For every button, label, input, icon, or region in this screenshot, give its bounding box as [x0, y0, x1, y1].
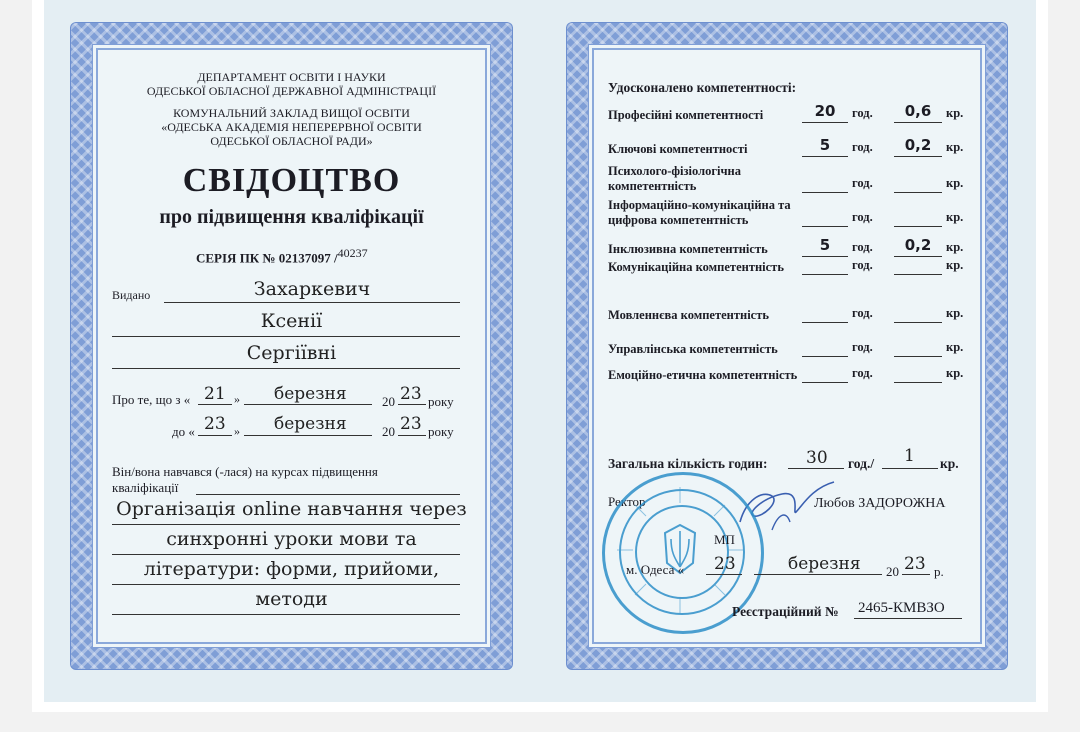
hours-line — [802, 192, 848, 193]
from-year-suffix: року — [428, 394, 454, 409]
from-month: березня — [274, 384, 347, 404]
institution-line-3: ОДЕСЬКОЇ ОБЛАСНОЇ РАДИ» — [210, 134, 373, 148]
date-year-line — [902, 574, 930, 575]
rector-label: Ректор — [608, 494, 646, 509]
credits-unit: кр. — [946, 366, 964, 380]
studied-line-2: кваліфікації — [112, 480, 179, 495]
course-title-line-3: літератури: форми, прийоми, — [143, 558, 440, 580]
competency-label: Мовленнєва компетентність — [608, 308, 769, 322]
rector-name: Любов ЗАДОРОЖНА — [814, 496, 946, 511]
credits-line — [894, 256, 942, 257]
credits-unit: кр. — [946, 210, 964, 224]
series-number — [196, 246, 368, 266]
credits-line — [894, 226, 942, 227]
department-line-1: ДЕПАРТАМЕНТ ОСВІТИ І НАУКИ — [197, 70, 386, 84]
date-month: березня — [788, 554, 861, 574]
course-rule-4 — [112, 614, 460, 615]
date-year: 23 — [904, 554, 926, 574]
surname-line — [164, 302, 460, 303]
competency-hours: 5 — [819, 136, 831, 154]
certificate-document — [44, 0, 1036, 702]
series-label: СЕРІЯ ПК № 02137097 / — [196, 250, 338, 266]
hours-line — [802, 256, 848, 257]
to-year-prefix: 20 — [382, 424, 395, 439]
total-hours-label: Загальна кількість годин: — [608, 456, 768, 471]
date-year-prefix: 20 — [886, 564, 899, 579]
patronymic-line — [112, 368, 460, 369]
series-suffix: 40237 — [337, 246, 368, 260]
competency-hours: 20 — [814, 102, 836, 120]
credits-unit: кр. — [946, 306, 964, 320]
competency-credits: 0,6 — [904, 102, 932, 120]
credits-line — [894, 192, 942, 193]
from-year: 23 — [400, 384, 422, 404]
credits-unit: кр. — [946, 176, 964, 190]
institution-line-2: «ОДЕСЬКА АКАДЕМІЯ НЕПЕРЕРВНОЇ ОСВІТИ — [161, 120, 422, 134]
hours-line — [802, 382, 848, 383]
certificate-subtitle: про підвищення кваліфікації — [159, 206, 424, 228]
competency-label: Професійні компетентності — [608, 108, 764, 122]
credits-unit: кр. — [946, 340, 964, 354]
credits-unit: кр. — [946, 240, 964, 254]
from-year-line — [398, 404, 426, 405]
course-title-line-4: методи — [255, 588, 328, 610]
certificate-left-page — [70, 22, 513, 670]
to-quote-close: » — [234, 424, 240, 438]
certificate-title: СВІДОЦТВО — [182, 162, 401, 199]
competency-label: Ключові компетентності — [608, 142, 748, 156]
name-line — [112, 336, 460, 337]
date-month-line — [754, 574, 882, 575]
total-credits-unit: кр. — [940, 456, 959, 471]
to-day-line — [198, 435, 232, 436]
hours-unit: год. — [852, 176, 873, 190]
hours-unit: год. — [852, 140, 873, 154]
competency-credits: 0,2 — [904, 136, 932, 154]
hours-unit: год. — [852, 240, 873, 254]
hours-unit: год. — [852, 340, 873, 354]
competency-label: Емоційно-етична компетентність — [608, 368, 798, 382]
mp-label: МП — [714, 532, 735, 547]
total-hours-line — [788, 468, 844, 469]
competency-label: Психолого-фізіологічна компетентність — [608, 164, 741, 193]
certificate-right-page — [566, 22, 1008, 670]
date-day-line — [706, 574, 742, 575]
to-year: 23 — [400, 414, 422, 434]
competency-label: Інформаційно-комунікаційна та цифрова компетентність — [608, 198, 791, 227]
course-rule-1 — [112, 524, 460, 525]
credits-unit: кр. — [946, 106, 964, 120]
to-month: березня — [274, 414, 347, 434]
to-month-line — [244, 435, 372, 436]
credits-line — [894, 274, 942, 275]
competencies-heading: Удосконалено компетентності: — [608, 80, 797, 95]
left-page-inner — [96, 48, 487, 644]
hours-unit: год. — [852, 258, 873, 272]
date-day: 23 — [714, 554, 736, 574]
to-year-line — [398, 435, 426, 436]
from-month-line — [244, 404, 372, 405]
recipient-name: Ксенії — [260, 310, 323, 332]
to-day: 23 — [204, 414, 226, 434]
hours-unit: год. — [852, 106, 873, 120]
credits-line — [894, 382, 942, 383]
competency-hours: 5 — [819, 236, 831, 254]
from-day-line — [198, 404, 232, 405]
registration-line — [854, 618, 962, 619]
credits-line — [894, 156, 942, 157]
from-day: 21 — [204, 384, 226, 404]
city-label: м. Одеса « — [626, 562, 685, 577]
recipient-patronymic: Сергіївні — [246, 342, 337, 364]
competency-label: Комунікаційна компетентність — [608, 260, 784, 274]
credits-line — [894, 122, 942, 123]
course-rule-3 — [112, 584, 460, 585]
studied-line-rule — [196, 494, 460, 495]
competency-label: Інклюзивна компетентність — [608, 242, 768, 256]
institution-line-1: КОМУНАЛЬНИЙ ЗАКЛАД ВИЩОЇ ОСВІТИ — [173, 106, 410, 120]
course-title-line-1: Організація online навчання через — [116, 498, 467, 520]
total-hours-unit: год./ — [848, 456, 875, 471]
hours-unit: год. — [852, 306, 873, 320]
issued-label: Видано — [112, 288, 151, 302]
registration-number: 2465-КМВЗО — [858, 600, 945, 616]
right-page-inner — [592, 48, 982, 644]
to-label: до « — [172, 424, 195, 439]
hours-line — [802, 122, 848, 123]
from-year-prefix: 20 — [382, 394, 395, 409]
competency-credits: 0,2 — [904, 236, 932, 254]
credits-unit: кр. — [946, 258, 964, 272]
course-title-line-2: синхронні уроки мови та — [166, 528, 417, 550]
total-credits-line — [882, 468, 938, 469]
course-rule-2 — [112, 554, 460, 555]
hours-line — [802, 156, 848, 157]
from-label: Про те, що з « — [112, 392, 191, 407]
credits-line — [894, 356, 942, 357]
date-year-suffix: р. — [934, 564, 944, 579]
hours-line — [802, 226, 848, 227]
hours-line — [802, 322, 848, 323]
hours-line — [802, 356, 848, 357]
competency-label: Управлінська компетентність — [608, 342, 778, 356]
hours-unit: год. — [852, 210, 873, 224]
from-quote-close: » — [234, 392, 240, 406]
hours-unit: год. — [852, 366, 873, 380]
registration-label: Реєстраційний № — [732, 604, 839, 619]
department-line-2: ОДЕСЬКОЇ ОБЛАСНОЇ ДЕРЖАВНОЇ АДМІНІСТРАЦІЇ — [146, 84, 437, 98]
hours-line — [802, 274, 848, 275]
total-credits-value: 1 — [904, 446, 915, 466]
credits-line — [894, 322, 942, 323]
credits-unit: кр. — [946, 140, 964, 154]
to-year-suffix: року — [428, 424, 454, 439]
studied-line-1: Він/вона навчався (-лася) на курсах підвищення — [112, 464, 378, 479]
recipient-surname: Захаркевич — [253, 278, 371, 300]
total-hours-value: 30 — [806, 448, 828, 468]
